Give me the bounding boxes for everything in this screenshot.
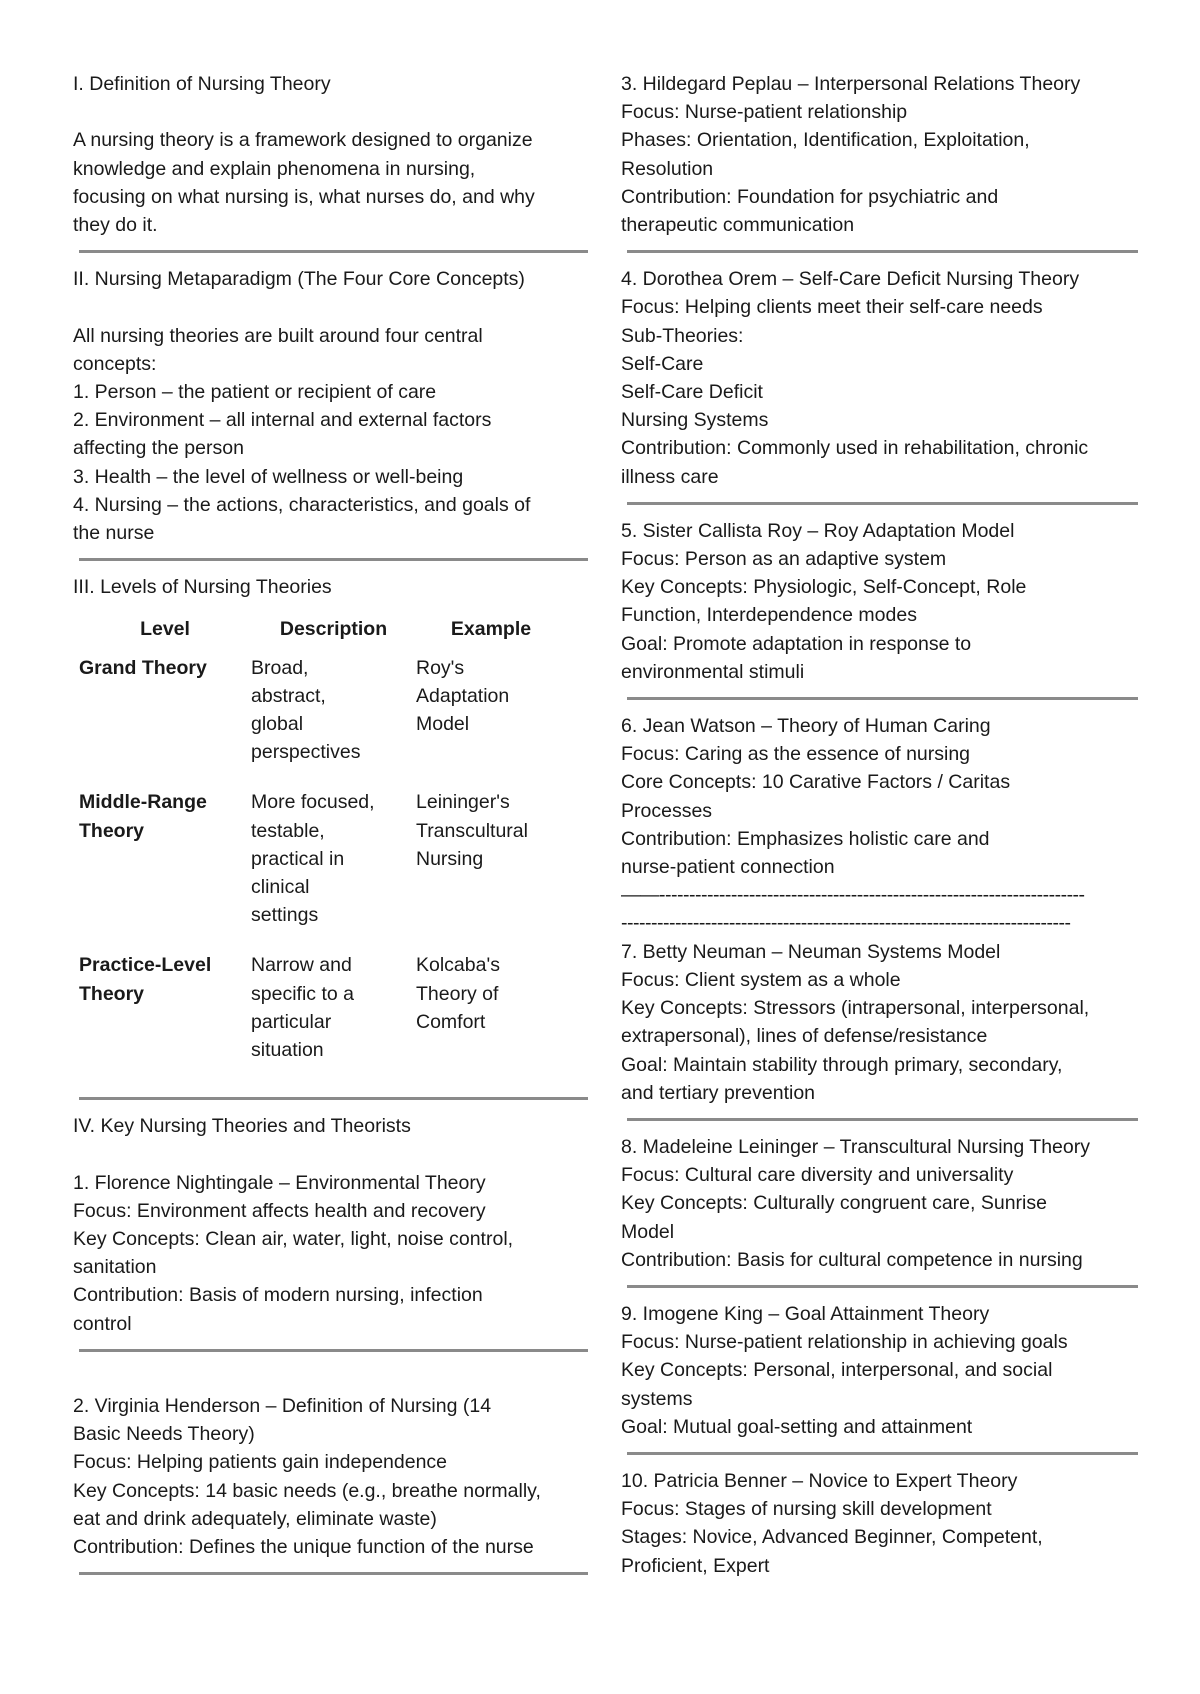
cell-text: Kolcaba's xyxy=(416,954,500,977)
text-line: 8. Madeleine Leininger – Transcultural Nursing Theory xyxy=(621,1135,1090,1158)
text-line: Key Concepts: Personal, interpersonal, and social xyxy=(621,1359,1053,1382)
text-line: Focus: Environment affects health and recovery xyxy=(73,1199,486,1222)
text-line: A nursing theory is a framework designed to organize xyxy=(73,129,533,152)
text-line: Focus: Nurse-patient relationship in achieving goals xyxy=(621,1331,1068,1354)
cell-text: settings xyxy=(251,904,319,927)
text-line: 10. Patricia Benner – Novice to Expert Theory xyxy=(621,1469,1018,1492)
description-cell xyxy=(251,788,416,951)
section-divider xyxy=(79,1572,588,1575)
text-line: Contribution: Basis for cultural competence in nursing xyxy=(621,1248,1083,1271)
text-line: 4. Nursing – the actions, characteristics, and goals of xyxy=(73,493,531,516)
theorist-block-watson xyxy=(621,712,1143,938)
description-cell xyxy=(251,951,416,1086)
cell-text: Practice-Level xyxy=(79,954,212,977)
cell-text: particular xyxy=(251,1010,332,1033)
text-line: 3. Hildegard Peplau – Interpersonal Relations Theory xyxy=(621,73,1081,95)
theorist-block-benner xyxy=(621,1467,1143,1580)
level-cell xyxy=(79,951,251,1086)
theorist-block-peplau xyxy=(621,70,1143,239)
text-line: eat and drink adequately, eliminate waste) xyxy=(73,1507,437,1530)
text-line: Self-Care xyxy=(621,352,704,375)
section-heading-definition: I. Definition of Nursing Theory xyxy=(73,73,331,95)
cell-text: More focused, xyxy=(251,791,375,814)
cell-text: Roy's xyxy=(416,656,465,679)
section-divider xyxy=(79,1097,588,1100)
cell-text: situation xyxy=(251,1039,324,1062)
section-divider xyxy=(627,1118,1138,1121)
text-line: All nursing theories are built around four central xyxy=(73,324,483,347)
table-row xyxy=(79,788,566,951)
cell-text: Model xyxy=(416,713,470,736)
theorist-block-king xyxy=(621,1300,1143,1441)
column-header-example: Example xyxy=(450,618,532,641)
table-row xyxy=(79,951,566,1086)
text-line: Processes xyxy=(621,799,713,822)
cell-text: Comfort xyxy=(416,1010,486,1033)
theorist-block-henderson xyxy=(73,1392,593,1561)
cell-text: Transcultural xyxy=(416,819,528,842)
section-divider xyxy=(79,558,588,561)
text-line: 5. Sister Callista Roy – Roy Adaptation Model xyxy=(621,519,1015,542)
text-line: Goal: Promote adaptation in response to xyxy=(621,632,972,655)
theorist-block-orem xyxy=(621,265,1143,491)
text-line: nurse-patient connection xyxy=(621,856,835,879)
text-line: 1. Florence Nightingale – Environmental Theory xyxy=(73,1171,486,1194)
description-cell xyxy=(251,654,416,789)
dashed-divider: --------------------------------------------------------------------------- xyxy=(621,912,1071,935)
cell-text: Nursing xyxy=(416,847,484,870)
text-line: Stages: Novice, Advanced Beginner, Competent, xyxy=(621,1526,1043,1549)
text-line: Nursing Systems xyxy=(621,409,769,432)
text-line: systems xyxy=(621,1387,693,1410)
text-line: Contribution: Defines the unique function of the nurse xyxy=(73,1536,534,1559)
text-line: Resolution xyxy=(621,157,714,180)
text-line: Focus: Person as an adaptive system xyxy=(621,548,947,571)
text-line: Goal: Mutual goal-setting and attainment xyxy=(621,1415,973,1438)
text-line: Focus: Helping patients gain independence xyxy=(73,1451,448,1474)
cell-text: perspectives xyxy=(251,741,361,764)
section-divider xyxy=(627,1452,1138,1455)
text-line: Key Concepts: Culturally congruent care, Sunrise xyxy=(621,1192,1047,1215)
cell-text: Broad, xyxy=(251,656,309,679)
section-heading-key-theories: IV. Key Nursing Theories and Theorists xyxy=(73,1115,411,1138)
text-line: 1. Person – the patient or recipient of care xyxy=(73,381,437,403)
text-line: Focus: Stages of nursing skill development xyxy=(621,1498,992,1521)
text-line: Focus: Caring as the essence of nursing xyxy=(621,743,971,766)
text-line: therapeutic communication xyxy=(621,214,855,237)
text-line: Contribution: Emphasizes holistic care and xyxy=(621,827,990,850)
text-line: 3. Health – the level of wellness or well-being xyxy=(73,465,464,488)
theorist-block-roy xyxy=(621,517,1143,686)
text-line: control xyxy=(73,1312,132,1335)
dashed-divider: ——----------------------------------------------------------------------- xyxy=(621,884,1085,907)
text-line: concepts: xyxy=(73,352,157,375)
metaparadigm-paragraph xyxy=(73,322,593,548)
example-cell xyxy=(416,951,566,1086)
cell-text: Theory xyxy=(79,819,145,842)
text-line: Function, Interdependence modes xyxy=(621,604,917,627)
text-line: they do it. xyxy=(73,214,158,236)
text-line: the nurse xyxy=(73,522,155,545)
right-column xyxy=(621,70,1143,1580)
column-header-description: Description xyxy=(279,618,388,641)
levels-table xyxy=(79,615,566,1086)
example-cell xyxy=(416,654,566,789)
text-line: Key Concepts: Physiologic, Self-Concept, Role xyxy=(621,576,1027,599)
left-column xyxy=(73,70,593,1587)
level-cell xyxy=(79,654,251,789)
text-line: Contribution: Commonly used in rehabilitation, chronic xyxy=(621,437,1089,460)
level-cell xyxy=(79,788,251,951)
cell-text: Adaptation xyxy=(416,684,510,707)
text-line: Focus: Client system as a whole xyxy=(621,968,901,991)
cell-text: clinical xyxy=(251,876,310,899)
text-line: Focus: Cultural care diversity and universality xyxy=(621,1164,1014,1187)
table-header-row xyxy=(79,615,566,653)
text-line: Contribution: Basis of modern nursing, infection xyxy=(73,1284,483,1307)
text-line: Contribution: Foundation for psychiatric and xyxy=(621,185,999,208)
cell-text: Theory xyxy=(79,982,145,1005)
section-divider xyxy=(79,1349,588,1352)
text-line: environmental stimuli xyxy=(621,660,805,683)
text-line: illness care xyxy=(621,465,719,488)
cell-text: Narrow and xyxy=(251,954,352,977)
text-line: Basic Needs Theory) xyxy=(73,1423,255,1446)
text-line: 2. Environment – all internal and external factors xyxy=(73,409,492,432)
text-line: Focus: Nurse-patient relationship xyxy=(621,101,908,124)
text-line: Core Concepts: 10 Carative Factors / Caritas xyxy=(621,771,1011,794)
cell-text: Middle-Range xyxy=(79,791,207,814)
text-line: Key Concepts: 14 basic needs (e.g., breathe normally, xyxy=(73,1479,541,1502)
text-line: Proficient, Expert xyxy=(621,1554,770,1577)
section-heading-levels: III. Levels of Nursing Theories xyxy=(73,576,332,599)
text-line: Key Concepts: Stressors (intrapersonal, interpersonal, xyxy=(621,997,1090,1020)
cell-text: testable, xyxy=(251,819,325,842)
table-row xyxy=(79,654,566,789)
cell-text: practical in xyxy=(251,847,345,870)
text-line: 6. Jean Watson – Theory of Human Caring xyxy=(621,715,991,738)
text-line: affecting the person xyxy=(73,437,244,460)
text-line: Focus: Helping clients meet their self-care needs xyxy=(621,296,1043,319)
text-line: Key Concepts: Clean air, water, light, noise control, xyxy=(73,1228,514,1251)
text-line: focusing on what nursing is, what nurses do, and why xyxy=(73,185,535,208)
cell-text: abstract, xyxy=(251,684,326,707)
text-line: sanitation xyxy=(73,1256,157,1279)
section-heading-metaparadigm: II. Nursing Metaparadigm (The Four Core Concepts) xyxy=(73,268,525,291)
example-cell xyxy=(416,788,566,951)
text-line: 4. Dorothea Orem – Self-Care Deficit Nursing Theory xyxy=(621,268,1080,291)
text-line: 2. Virginia Henderson – Definition of Nursing (14 xyxy=(73,1395,492,1418)
cell-text: specific to a xyxy=(251,982,354,1005)
text-line: knowledge and explain phenomena in nursing, xyxy=(73,157,476,180)
text-line: Phases: Orientation, Identification, Exploitation, xyxy=(621,129,1030,152)
text-line: Self-Care Deficit xyxy=(621,381,763,404)
text-line: Goal: Maintain stability through primary, secondary, xyxy=(621,1053,1063,1076)
cell-text: Grand Theory xyxy=(79,656,207,679)
section-divider xyxy=(627,697,1138,700)
text-line: 7. Betty Neuman – Neuman Systems Model xyxy=(621,940,1001,963)
text-line: 9. Imogene King – Goal Attainment Theory xyxy=(621,1302,990,1325)
text-line: Model xyxy=(621,1220,675,1243)
column-header-level: Level xyxy=(140,618,190,641)
cell-text: Theory of xyxy=(416,982,499,1005)
section-divider xyxy=(79,250,588,253)
section-divider xyxy=(627,250,1138,253)
text-line: and tertiary prevention xyxy=(621,1081,816,1104)
theorist-block-neuman xyxy=(621,938,1143,1107)
cell-text: Leininger's xyxy=(416,791,510,814)
section-divider xyxy=(627,1285,1138,1288)
cell-text: global xyxy=(251,713,304,736)
theorist-block-nightingale xyxy=(73,1169,593,1338)
theorist-block-leininger xyxy=(621,1133,1143,1274)
definition-paragraph xyxy=(73,126,593,239)
text-line: extrapersonal), lines of defense/resistance xyxy=(621,1025,988,1048)
section-divider xyxy=(627,502,1138,505)
text-line: Sub-Theories: xyxy=(621,324,744,347)
